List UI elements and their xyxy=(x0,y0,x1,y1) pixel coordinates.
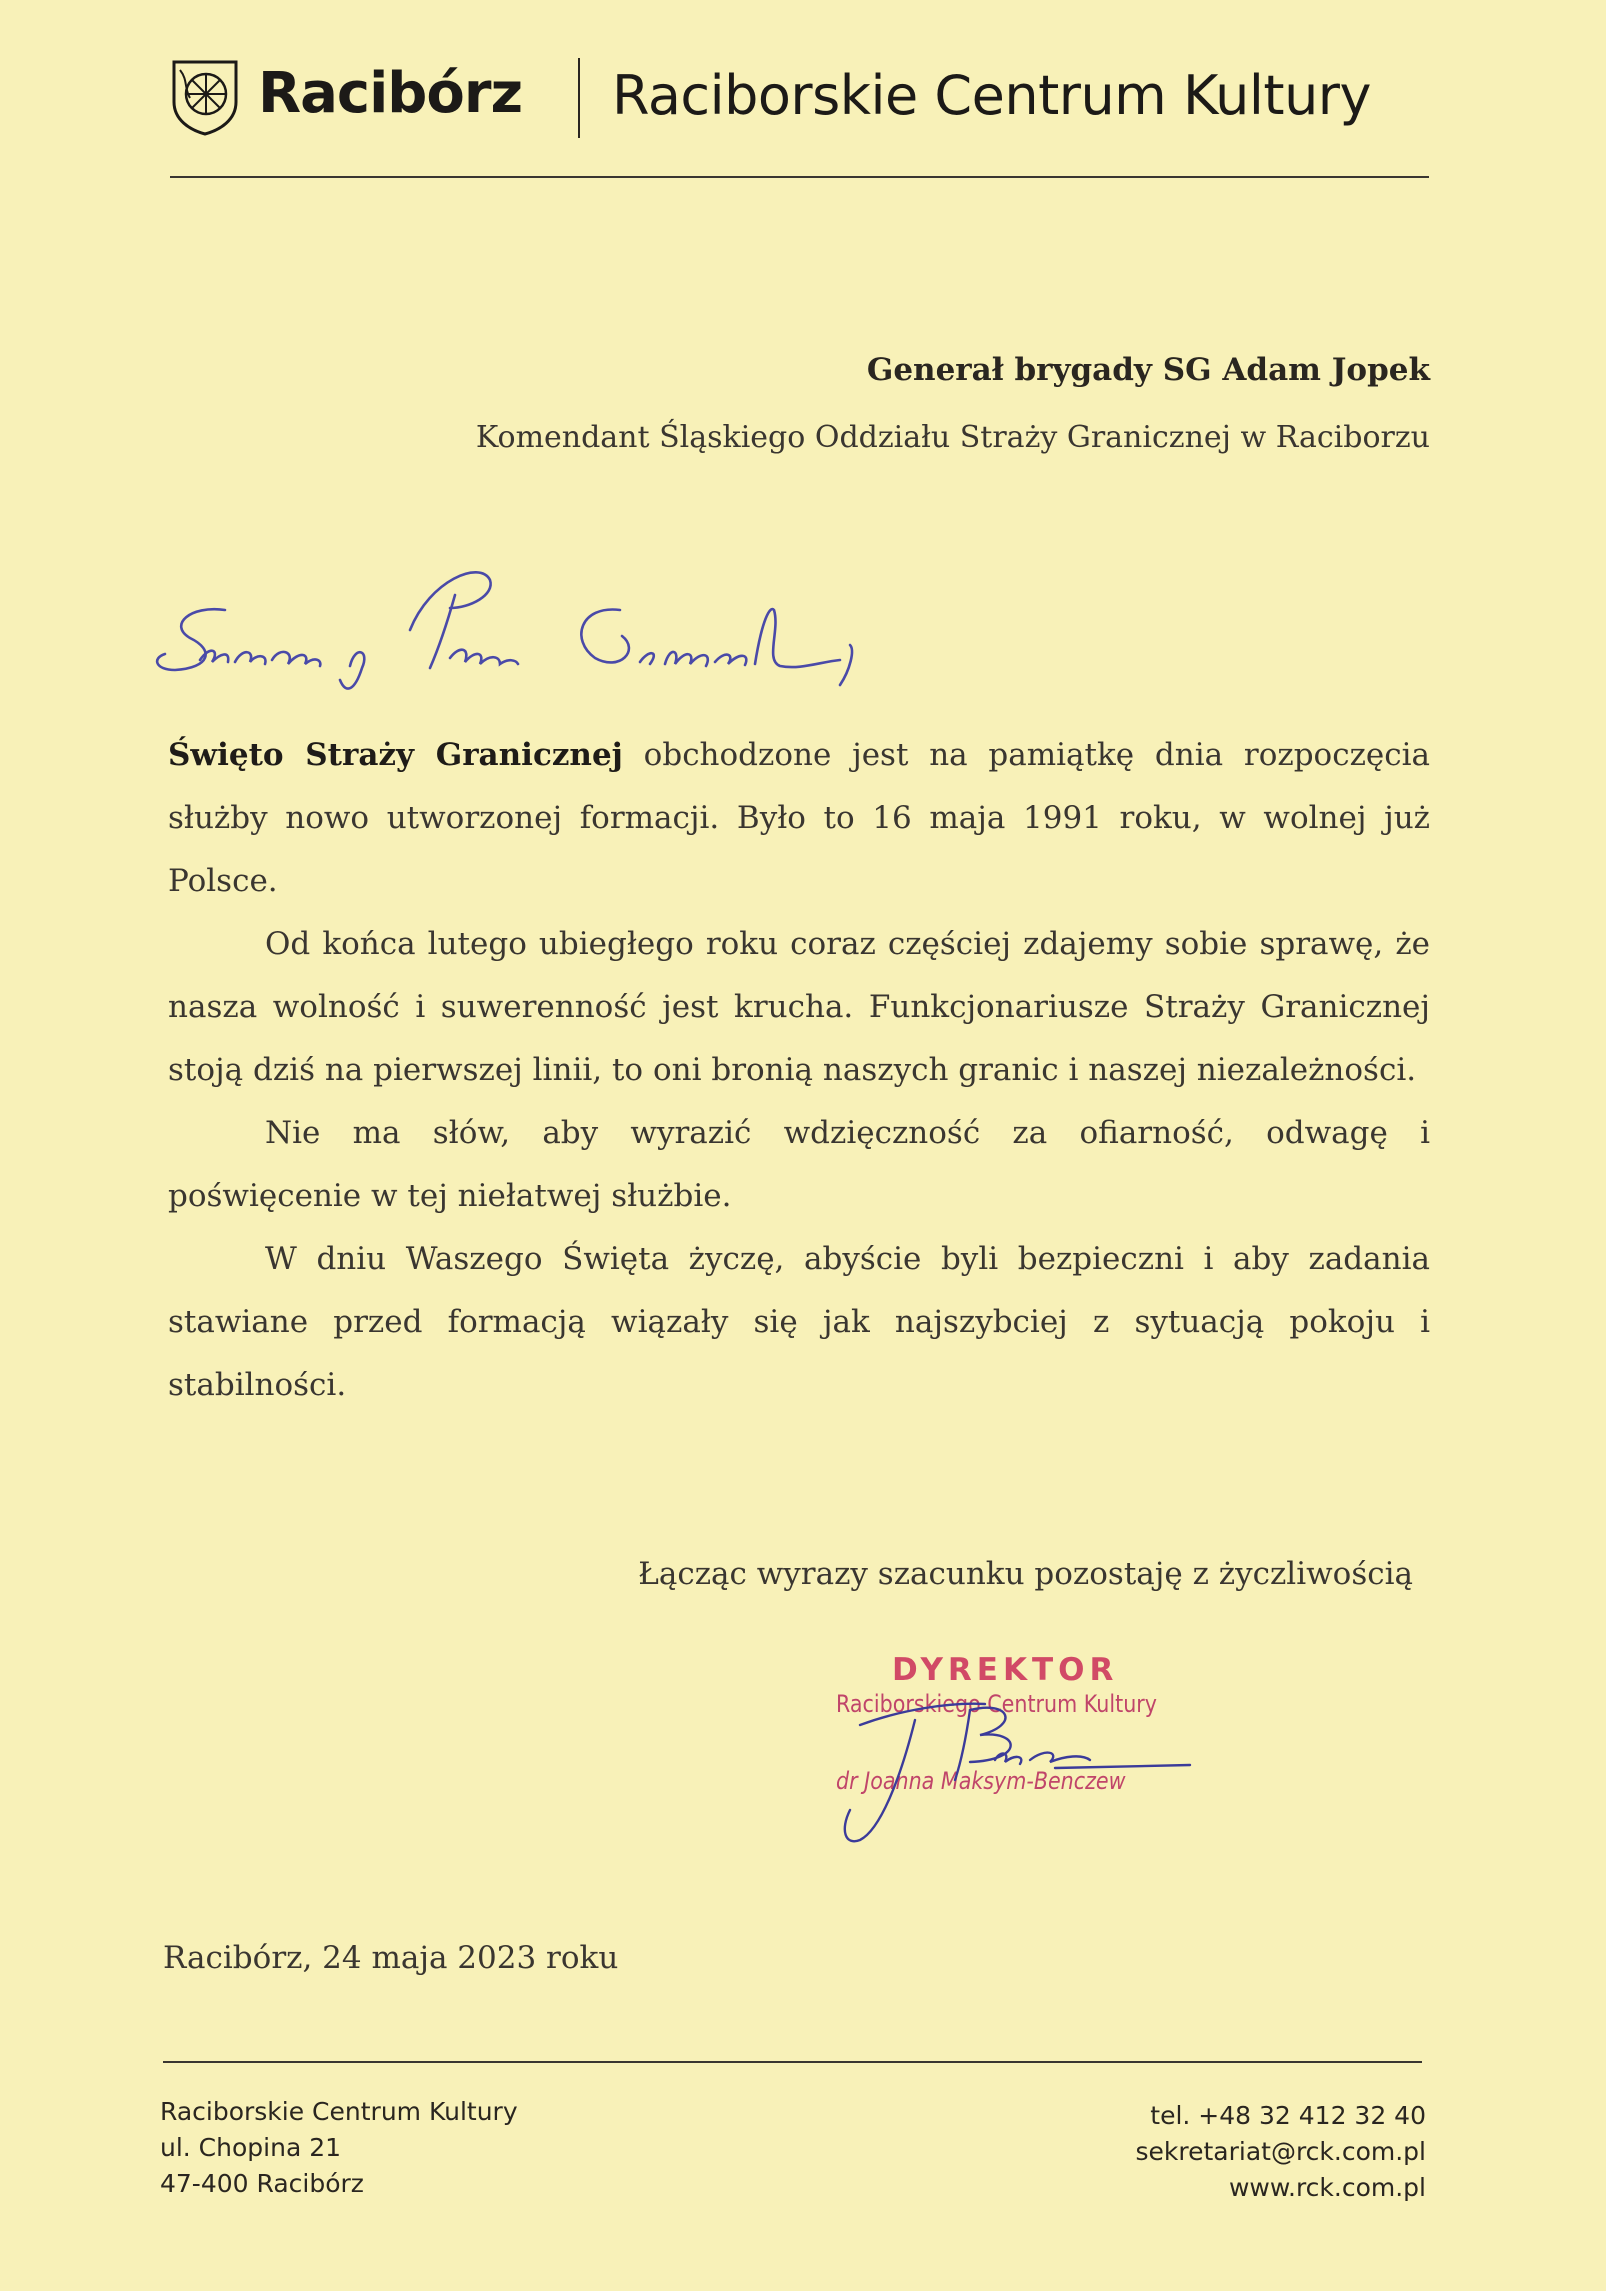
brand-name: Racibórz xyxy=(258,61,523,126)
handwritten-signature xyxy=(820,1690,1200,1860)
addressee-name: Generał brygady SG Adam Jopek xyxy=(866,352,1430,388)
body-paragraph-1 xyxy=(168,724,1430,913)
header-rule xyxy=(170,176,1429,178)
footer-rule xyxy=(163,2061,1422,2063)
raciborz-crest-icon xyxy=(170,58,240,136)
body-paragraph-3: Nie ma słów, aby wyrazić wdzięczność za ofiarność, odwagę i poświęcenie w tej niełatwej służbie. xyxy=(168,1115,1430,1214)
footer-street: ul. Chopina 21 xyxy=(160,2133,342,2162)
footer-address xyxy=(160,2094,518,2202)
body-paragraph-1-text: obchodzone jest na pamiątkę dnia rozpoczęcia służby nowo utworzonej formacji. Było to 16 maja 1991 roku, w wolnej już Polsce. xyxy=(168,737,1431,899)
stamp-organization: Raciborskiego Centrum Kultury xyxy=(836,1690,1157,1718)
footer-phone: tel. +48 32 412 32 40 xyxy=(1150,2101,1426,2130)
organization-name: Raciborskie Centrum Kultury xyxy=(612,64,1371,127)
footer-email[interactable]: sekretariat@rck.com.pl xyxy=(1135,2137,1426,2166)
handwritten-salutation xyxy=(150,550,890,710)
footer-city: 47-400 Racibórz xyxy=(160,2169,364,2198)
body-paragraph-2: Od końca lutego ubiegłego roku coraz częściej zdajemy sobie sprawę, że nasza wolność i suwerenność jest krucha. Funkcjonariusze Straży Granicznej stoją dziś na pierwszej linii, to oni bronią naszych granic i naszej niezależności. xyxy=(168,926,1430,1088)
footer-contact xyxy=(1135,2098,1426,2206)
stamp-signatory-name: dr Joanna Maksym-Benczew xyxy=(836,1767,1126,1795)
header-divider xyxy=(578,58,580,138)
closing-phrase: Łącząc wyrazy szacunku pozostaję z życzliwością xyxy=(638,1556,1413,1592)
addressee-title: Komendant Śląskiego Oddziału Straży Granicznej w Raciborzu xyxy=(475,420,1430,455)
footer-org-name: Raciborskie Centrum Kultury xyxy=(160,2097,518,2126)
holiday-name: Święto Straży Granicznej xyxy=(168,737,623,773)
stamp-title: DYREKTOR xyxy=(892,1652,1119,1688)
footer-website[interactable]: www.rck.com.pl xyxy=(1228,2173,1426,2202)
letter-body xyxy=(168,724,1430,1417)
body-paragraph-4: W dniu Waszego Święta życzę, abyście byli bezpieczni i aby zadania stawiane przed formacją wiązały się jak najszybciej z sytuacją pokoju i stabilności. xyxy=(168,1241,1430,1403)
letter-date: Racibórz, 24 maja 2023 roku xyxy=(163,1940,619,1976)
